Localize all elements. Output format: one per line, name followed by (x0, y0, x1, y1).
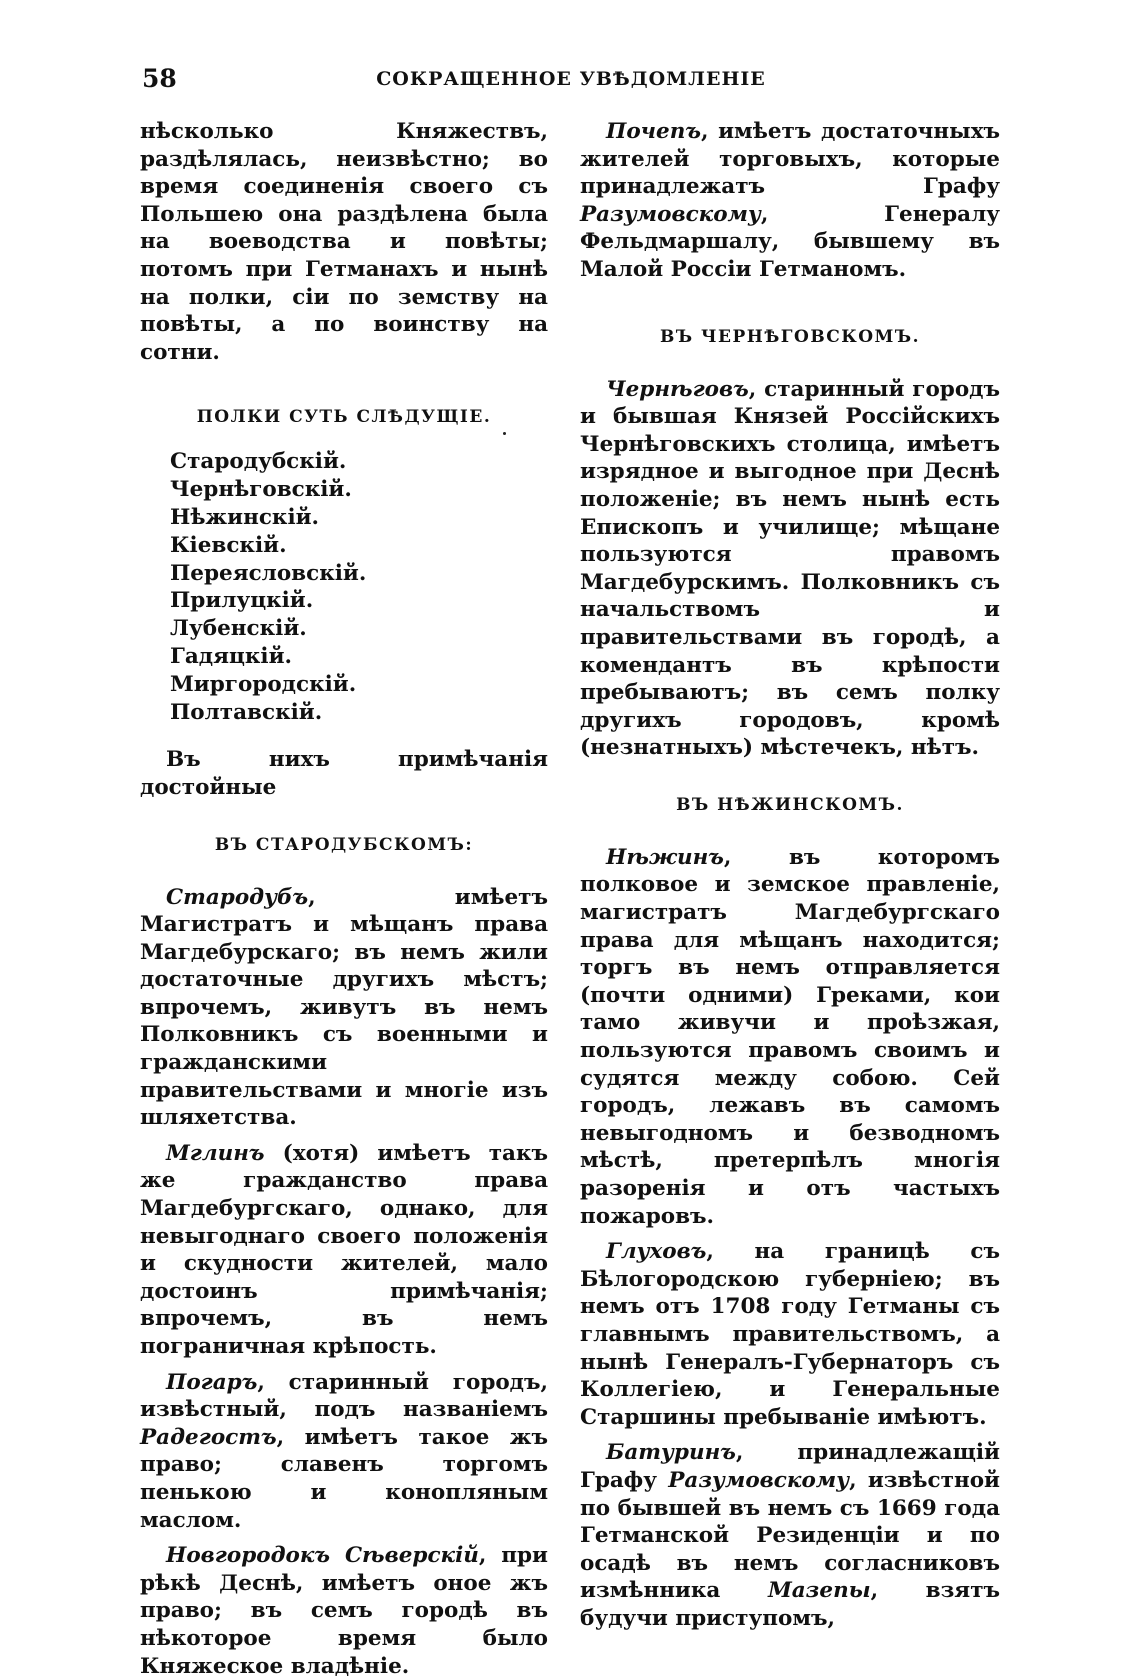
list-item: Гадяцкій. (170, 643, 292, 669)
right-column (580, 118, 1000, 1633)
starodub-paragraph (140, 884, 548, 1132)
running-title: СОКРАЩЕННОЕ УВѢДОМЛЕНIЕ (376, 68, 766, 90)
ink-speck (503, 432, 506, 435)
novgorodok-paragraph (140, 1542, 548, 1680)
place-name: Почепъ (606, 119, 701, 144)
list-item: Миргородскій. (170, 671, 357, 697)
place-name: Стародубъ (166, 884, 309, 910)
regiments-heading: ПОЛКИ СУТЬ СЛѢДУЩIЕ. (196, 407, 492, 428)
intro-paragraph: нѣсколько Княжествъ, раздѣлялась, неизвѣстно; во время соединенія своего съ Польшею она раздѣлена была на воеводства и повѣты; потомъ при Гетманахъ и нынѣ на полки, сіи по земству на повѣты, а по воинству на сотни. (140, 119, 548, 365)
paragraph-text: , имѣетъ достаточныхъ жителей торговыхъ, которые принадлежатъ Графу (580, 119, 1000, 200)
list-item: Чернѣговскій. (170, 477, 352, 503)
paragraph-text: , старинный городъ и бывшая Князей Россійскихъ Чернѣговскихъ столица, имѣетъ изрядное и выгодное при Деснѣ положеніе; въ немъ нынѣ есть Епископъ и училище; мѣщане пользуются правомъ Магдебурскимъ. Полковникъ съ начальствомъ и правительствами въ городѣ, а комендантъ въ крѣпости пребываютъ; въ семъ полку другихъ городовъ, кромѣ (незнатныхъ) мѣстечекъ, нѣтъ. (580, 376, 1000, 761)
place-name: Глуховъ (606, 1239, 707, 1265)
paragraph-text: , принадлежащій Графу (580, 1440, 1000, 1493)
list-item: Стародубскій. (170, 449, 347, 475)
place-name: Батуринъ (606, 1440, 736, 1466)
place-name: Мглинъ (166, 1140, 265, 1166)
place-name: Нѣжинъ (606, 844, 724, 870)
place-name: Чернѣговъ (606, 376, 749, 402)
nezhin-paragraph (580, 844, 1000, 1230)
list-item: Прилуцкій. (170, 588, 314, 614)
person-name: Мазепы (767, 1578, 871, 1604)
list-item: Кіевскій. (170, 532, 287, 558)
place-alias: Радегостъ (140, 1424, 277, 1450)
paragraph-text: , имѣетъ такое жъ право; славенъ торгомъ пенькою и конопляным маслом. (140, 1424, 548, 1533)
list-item: Полтавскій. (170, 699, 323, 725)
glukhov-paragraph (580, 1238, 1000, 1431)
paragraph-text: , старинный городъ, извѣстный, подъ названіемъ (140, 1369, 548, 1423)
paragraph-text: , взятъ будучи приступомъ, (580, 1578, 1001, 1631)
chernigov-heading: ВЪ ЧЕРНѢГОВСКОМЪ. (659, 326, 921, 347)
person-name: Разумовскому (668, 1467, 850, 1493)
paragraph-text: , Генералу Фельдмаршалу, бывшему въ Малой Россіи Гетманомъ. (580, 201, 1000, 282)
paragraph-text: , въ которомъ полковое и земское правленіе, магистратъ Магдебургскаго права для мѣщанъ находится; торгъ въ немъ отправляется (почти одними) Греками, кои тамо живучи и проѣзжая, пользуются правомъ своимъ и судятся между собою. Сей городъ, лежавъ въ самомъ невыгодномъ и безводномъ мѣстѣ, претерпѣлъ многія разоренія и отъ частыхъ пожаровъ. (580, 844, 1000, 1229)
place-name: Погаръ (166, 1369, 258, 1395)
person-name: Разумовскому (580, 201, 761, 227)
starodub-heading: ВЪ СТАРОДУБСКОМЪ: (214, 834, 474, 855)
pogar-paragraph (140, 1369, 548, 1535)
mglin-paragraph (140, 1140, 548, 1361)
nezhin-heading: ВЪ НѢЖИНСКОМЪ. (676, 794, 904, 815)
place-name: Новгородокъ Сѣверскій (166, 1543, 479, 1569)
paragraph-text: , на границѣ съ Бѣлогородскою губерніею; въ немъ отъ 1708 году Гетманы съ главнымъ правительствомъ, а нынѣ Генералъ-Губернаторъ съ Коллегіею, и Генеральные Старшины пребываніе имѣютъ. (580, 1239, 1000, 1430)
pochep-paragraph (580, 118, 1000, 284)
regiments-list (170, 448, 548, 726)
running-head (142, 64, 1000, 104)
chernigov-paragraph (580, 376, 1000, 762)
baturin-paragraph (580, 1439, 1000, 1632)
paragraph-text: , извѣстной по бывшей въ немъ съ 1669 года Гетманской Резиденціи и по осадѣ въ немъ согласниковъ измѣнника (580, 1467, 1000, 1604)
paragraph-text: , при рѣкѣ Деснѣ, имѣетъ оное жъ право; въ семъ городѣ въ нѣкоторое время было Княжеское владѣніе. (140, 1543, 548, 1679)
paragraph-text: , имѣетъ Магистратъ и мѣщанъ права Магдебурскаго; въ немъ жили достаточные другихъ мѣстъ; впрочемъ, живутъ въ немъ Полковникъ съ военными и гражданскими правительствами и многіе изъ шляхетства. (140, 884, 548, 1131)
page-number: 58 (142, 64, 177, 93)
list-item: Лубенскій. (170, 616, 307, 642)
list-item: Нѣжинскій. (170, 504, 320, 530)
list-item: Переясловскій. (170, 560, 367, 586)
notable-line: Въ нихъ примѣчанія достойные (140, 747, 548, 800)
paragraph-text: (хотя) имѣетъ такъ же гражданство права Магдебургскаго, однако, для невыгоднаго своего положенія и скудности жителей, мало достоинъ примѣчанія; впрочемъ, въ немъ пограничная крѣпость. (140, 1140, 548, 1359)
left-column (140, 118, 548, 1680)
